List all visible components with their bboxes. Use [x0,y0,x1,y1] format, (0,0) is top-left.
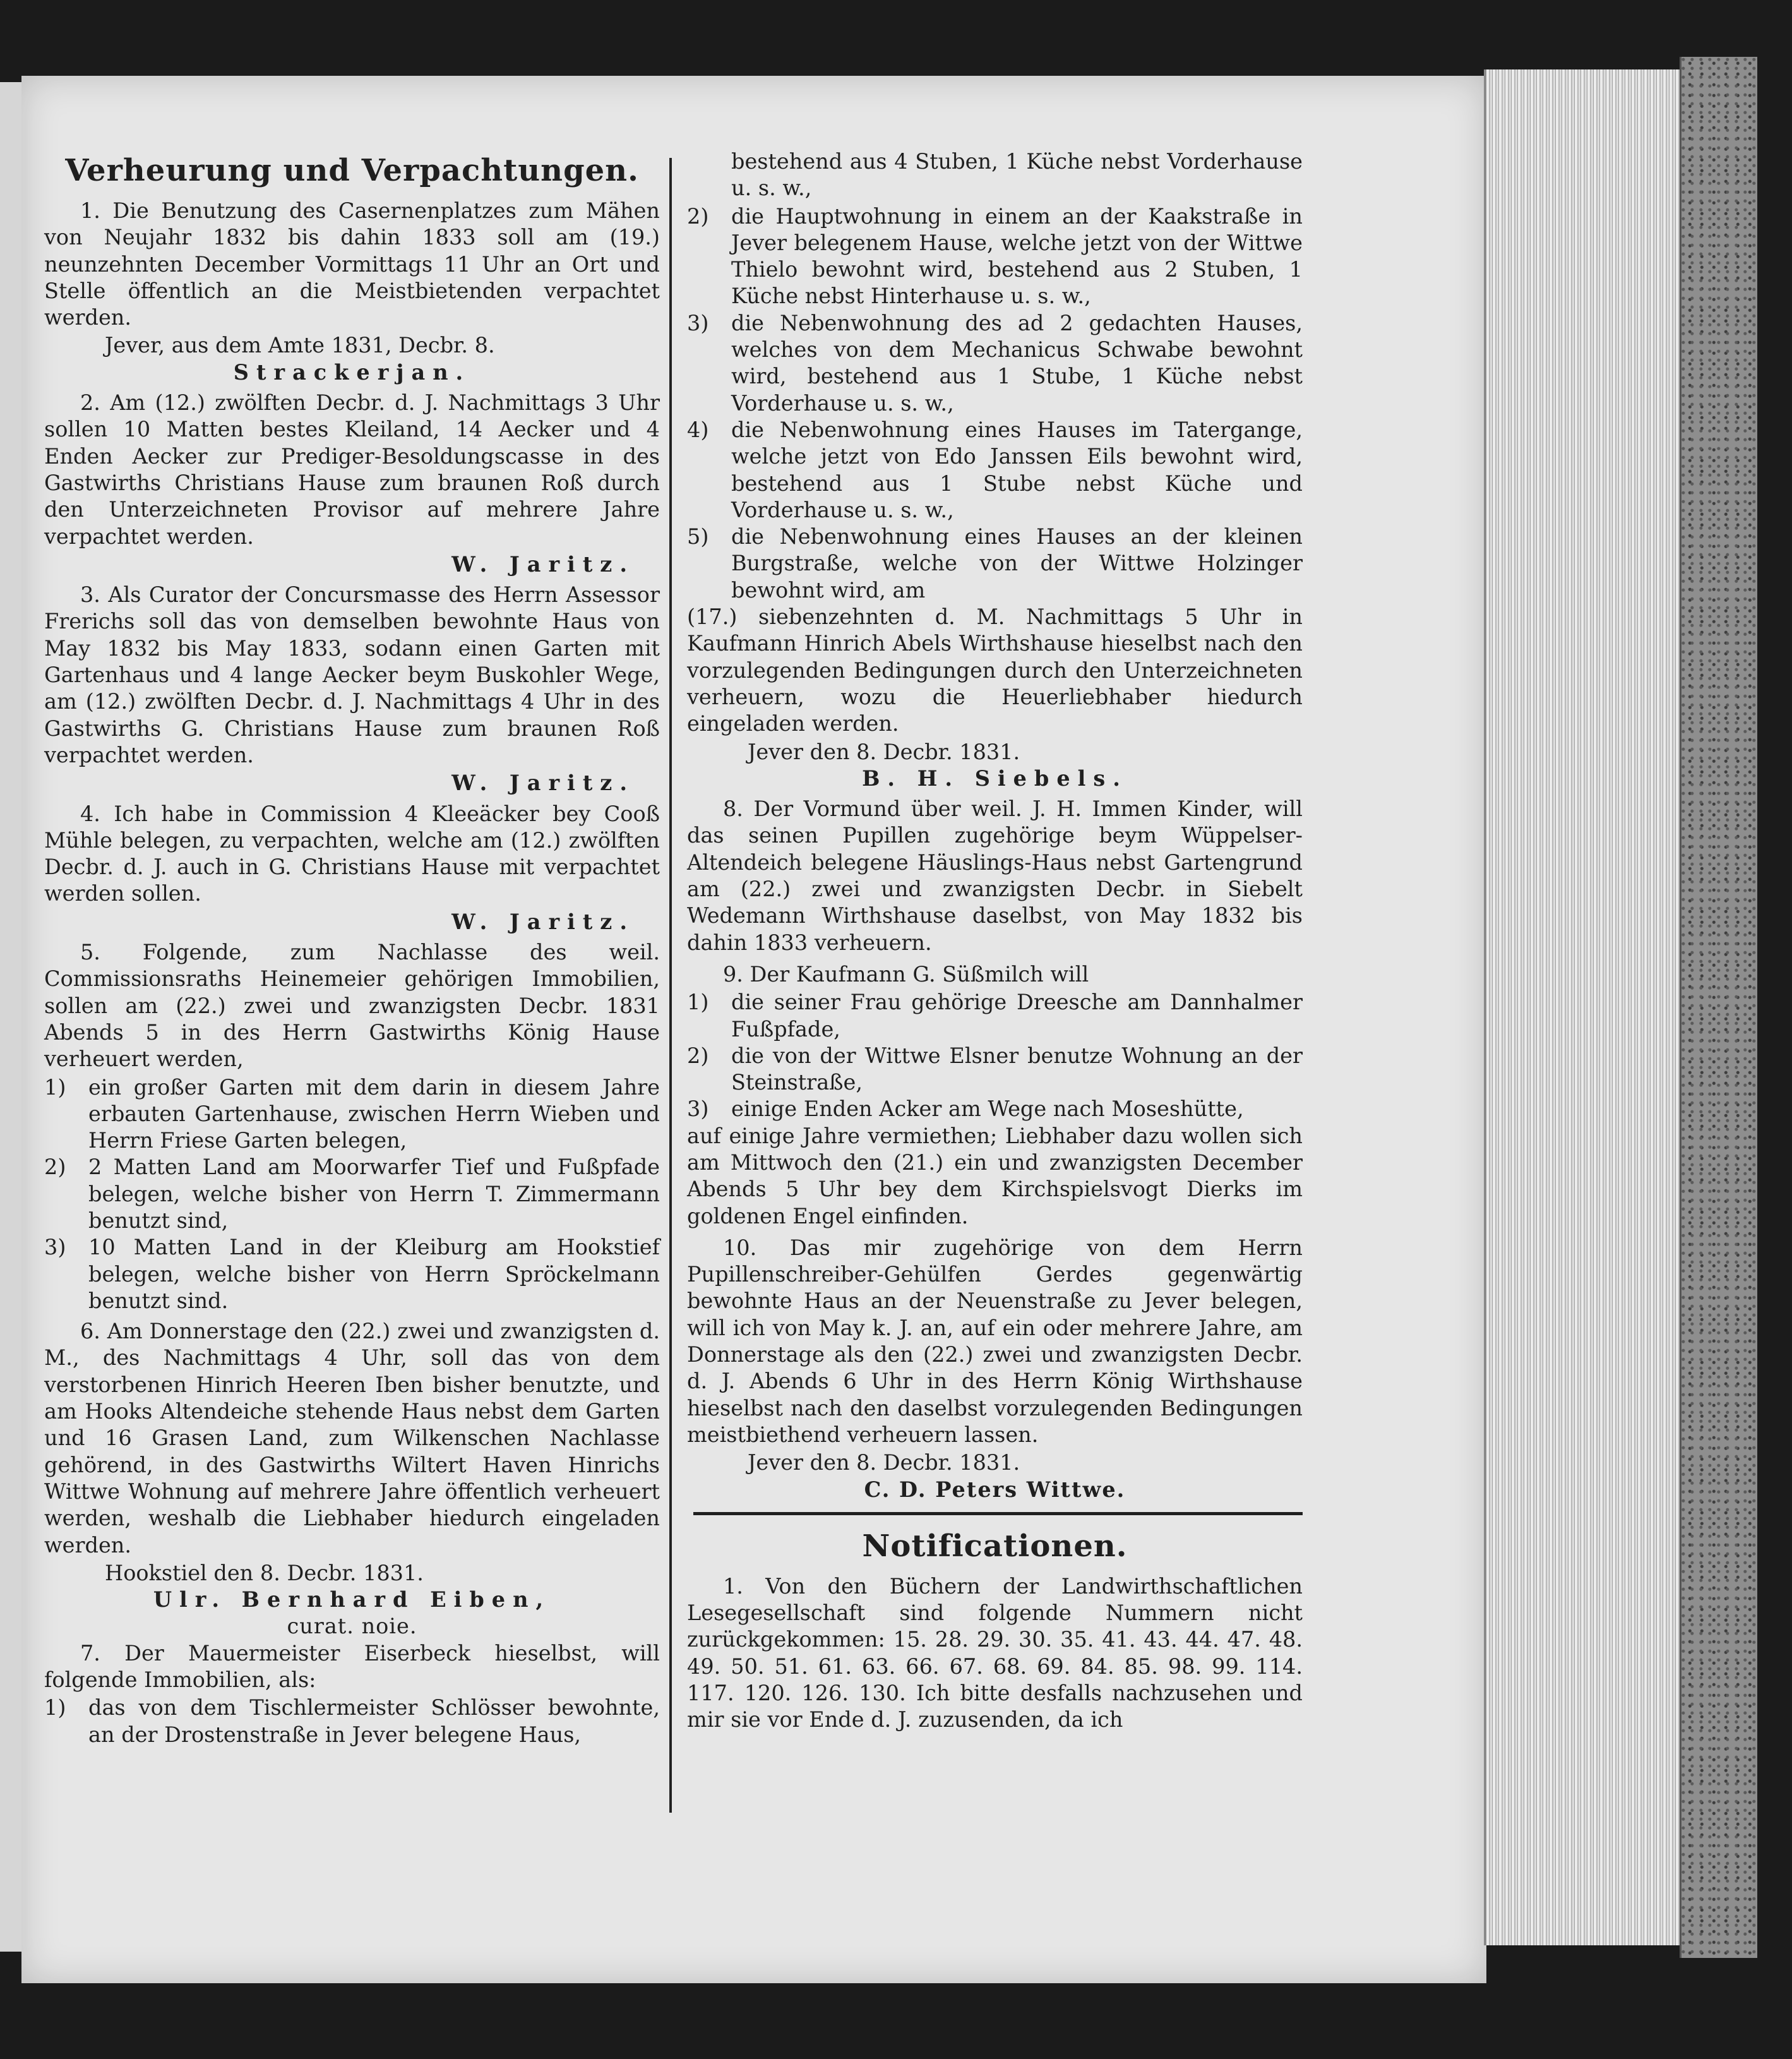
notice-1-date: Jever, aus dem Amte 1831, Decbr. 8. [105,333,495,358]
page-block-edges [1484,69,1695,1945]
notice-8: 8. Der Vormund über weil. J. H. Immen Kinder, will das seinen Pupillen zugehörige beym Wüppelser-Altendeich belegene Häuslings-Haus nebst Gartengrund am (22.) zwei und zwanzigsten Decbr. in Siebelt Wedemann Wirthshause daselbst, von May 1832 bis dahin 1833 verheuern. [687,796,1303,955]
list-item [44,1695,660,1748]
left-page-edge [0,82,23,1952]
notice-7-signature: B. H. Siebels. [862,765,1128,791]
list-item [687,1096,1303,1122]
list-item-text: einige Enden Acker am Wege nach Moseshütte, [731,1096,1244,1122]
list-item-text: die Nebenwohnung eines Hauses an der kleinen Burgstraße, welche von der Wittwe Holzinger bewohnt wird, am [731,524,1303,603]
notice-4: 4. Ich habe in Commission 4 Kleeäcker bey Cooß Mühle belegen, zu verpachten, welche am (12.) zwölften Decbr. d. J. auch in G. Christians Hause mit verpachtet werden sollen. [44,801,660,906]
notice-7-intro: 7. Der Mauermeister Eiserbeck hieselbst, will folgende Immobilien, als: [44,1640,660,1693]
notice-6-signature: Ulr. Bernhard Eiben, [153,1587,551,1612]
notice-10: 10. Das mir zugehörige von dem Herrn Pupillenschreiber-Gehülfen Gerdes gegenwärtig bewohnte Haus an der Neuenstraße zu Jever belegen, will ich von May k. J. an, auf ein oder mehrere Jahre, am Donnerstage als den (22.) zwei und zwanzigsten Decbr. d. J. Abends 6 Uhr in des Herrn König Wirthshause hieselbst nach den daselbst vorzulegenden Bedingungen meistbiethend verheuern lassen. [687,1235,1303,1447]
right-column [687,148,1303,1735]
list-item-number: 1) [44,1695,66,1720]
list-item [687,989,1303,1043]
list-item [44,1154,660,1234]
list-item-number: 2) [44,1155,66,1180]
notice-3-signature: W. Jaritz. [451,771,635,796]
list-item-number: 5) [687,524,709,549]
notice-1-signature: Strackerjan. [233,359,471,385]
list-item [687,417,1303,524]
notice-2: 2. Am (12.) zwölften Decbr. d. J. Nachmittags 3 Uhr sollen 10 Matten bestes Kleiland, 14 Aecker und 4 Enden Aecker zur Prediger-Besoldungscasse in des Gastwirths Christians Hause zum braunen Roß durch den Unterzeichneten Provisor auf mehrere Jahre verpachtet werden. [44,390,660,549]
notice-6-date: Hookstiel den 8. Decbr. 1831. [105,1560,424,1585]
list-item-text: die seiner Frau gehörige Dreesche am Dannhalmer Fußpfade, [731,990,1303,1042]
list-item-number: 1) [687,990,709,1015]
list-item-text: die von der Wittwe Elsner benutze Wohnung an der Steinstraße, [731,1043,1303,1095]
section-heading-notificationen: Notificationen. [862,1528,1128,1564]
section-divider [693,1512,1303,1515]
list-item-text: 2 Matten Land am Moorwarfer Tief und Fußpfade belegen, welche bisher von Herrn T. Zimmermann benutzt sind, [88,1155,660,1233]
list-item-number: 2) [687,203,709,229]
list-item-text: 10 Matten Land in der Kleiburg am Hookstief belegen, welche bisher von Herrn Spröckelmann benutzt sind. [88,1235,660,1313]
list-item-text: die Nebenwohnung des ad 2 gedachten Hauses, welches von dem Mechanicus Schwabe bewohnt wird, bestehend aus 1 Stube, 1 Küche nebst Vorderhause u. s. w., [731,310,1303,416]
notice-2-signature: W. Jaritz. [451,551,635,577]
notice-4-signature: W. Jaritz. [451,909,635,934]
list-item-number: 3) [44,1235,66,1260]
list-item-text: das von dem Tischlermeister Schlösser bewohnte, an der Drostenstraße in Jever belegene Haus, [88,1695,660,1747]
left-column [44,148,660,1748]
notice-6-signature-title: curat. noie. [287,1614,417,1639]
notice-6: 6. Am Donnerstage den (22.) zwei und zwanzigsten d. M., des Nachmittags 4 Uhr, soll das von dem verstorbenen Hinrich Heeren Iben bisher benutzte, und am Hooks Altendeiche stehende Haus nebst dem Garten und 16 Grasen Land, zum Wilkenschen Nachlasse gehörend, in des Gastwirths Wiltert Haven Hinrichs Wittwe Wohnung auf mehrere Jahre öffentlich verheuert werden, weshalb die Liebhaber hiedurch eingeladen werden. [44,1319,660,1558]
notification-1: 1. Von den Büchern der Landwirthschaftlichen Lesegesellschaft sind folgende Nummern nicht zurückgekommen: 15. 28. 29. 30. 35. 41. 43. 44. 47. 48. 49. 50. 51. 61. 63. 66. 67. 68. 69. 84. 85. 98. 99. 114. 117. 120. 126. 130. Ich bitte desfalls nachzusehen und mir sie vor Ende d. J. zuzusenden, da ich [687,1573,1303,1732]
list-item-text: ein großer Garten mit dem darin in diesem Jahre erbauten Gartenhause, zwischen Herrn Wieben und Herrn Friese Garten belegen, [88,1074,660,1153]
list-item-text: die Hauptwohnung in einem an der Kaakstraße in Jever belegenem Hause, welche jetzt von der Wittwe Thielo bewohnt wird, bestehend aus 2 Stuben, 1 Küche nebst Hinterhause u. s. w., [731,203,1303,309]
list-item [687,203,1303,310]
list-item-text: die Nebenwohnung eines Hauses im Tatergange, welche jetzt von Edo Janssen Eils bewohnt wird, bestehend aus 1 Stube nebst Küche und Vorderhause u. s. w., [731,417,1303,522]
notice-5-intro: 5. Folgende, zum Nachlasse des weil. Commissionsraths Heinemeier gehörigen Immobilien, sollen am (22.) zwei und zwanzigsten Decbr. 1831 Abends 5 in des Herrn Gastwirths König Hause verheuert werden, [44,940,660,1072]
notice-7-continuation: bestehend aus 4 Stuben, 1 Küche nebst Vorderhause u. s. w., [731,149,1303,201]
section-heading-verheurung: Verheurung und Verpachtungen. [65,153,639,188]
list-item [687,524,1303,604]
notice-9-intro: 9. Der Kaufmann G. Süßmilch will [722,961,1089,987]
notice-10-date: Jever den 8. Decbr. 1831. [748,1450,1020,1475]
notice-3: 3. Als Curator der Concursmasse des Herrn Assessor Frerichs soll das von demselben bewohnte Haus von May 1832 bis May 1833, sodann einen Garten mit Gartenhaus und 4 lange Aecker beym Buskohler Wege, am (12.) zwölften Decbr. d. J. Nachmittags 4 Uhr in des Gastwirths G. Christians Hause zum braunen Roß verpachtet werden. [44,582,660,767]
list-item [687,1043,1303,1096]
list-item-number: 3) [687,310,709,335]
list-item-number: 4) [687,417,709,442]
list-item-number: 3) [687,1096,709,1122]
notice-10-signature: C. D. Peters Wittwe. [864,1477,1126,1502]
list-item-number: 2) [687,1043,709,1068]
list-item-number: 1) [44,1074,66,1100]
notice-7-date: Jever den 8. Decbr. 1831. [748,739,1020,764]
book-cover-edge [1680,57,1757,1958]
column-rule [669,158,672,1813]
list-item [44,1234,660,1314]
notice-9-end: auf einige Jahre vermiethen; Liebhaber dazu wollen sich am Mittwoch den (21.) ein und zwanzigsten December Abends 5 Uhr bey dem Kirchspielsvogt Dierks im goldenen Engel einfinden. [687,1123,1303,1228]
list-item [44,1074,660,1155]
notice-1: 1. Die Benutzung des Casernenplatzes zum Mähen von Neujahr 1832 bis dahin 1833 soll am (19.) neunzehnten December Vormittags 11 Uhr an Ort und Stelle öffentlich an die Meistbietenden verpachtet werden. [44,198,660,330]
notice-7-end: (17.) siebenzehnten d. M. Nachmittags 5 Uhr in Kaufmann Hinrich Abels Wirthshause hieselbst nach den vorzulegenden Bedingungen durch den Unterzeichneten verheuern, wozu die Heuerliebhaber hiedurch eingeladen werden. [687,604,1303,736]
list-item [687,310,1303,417]
